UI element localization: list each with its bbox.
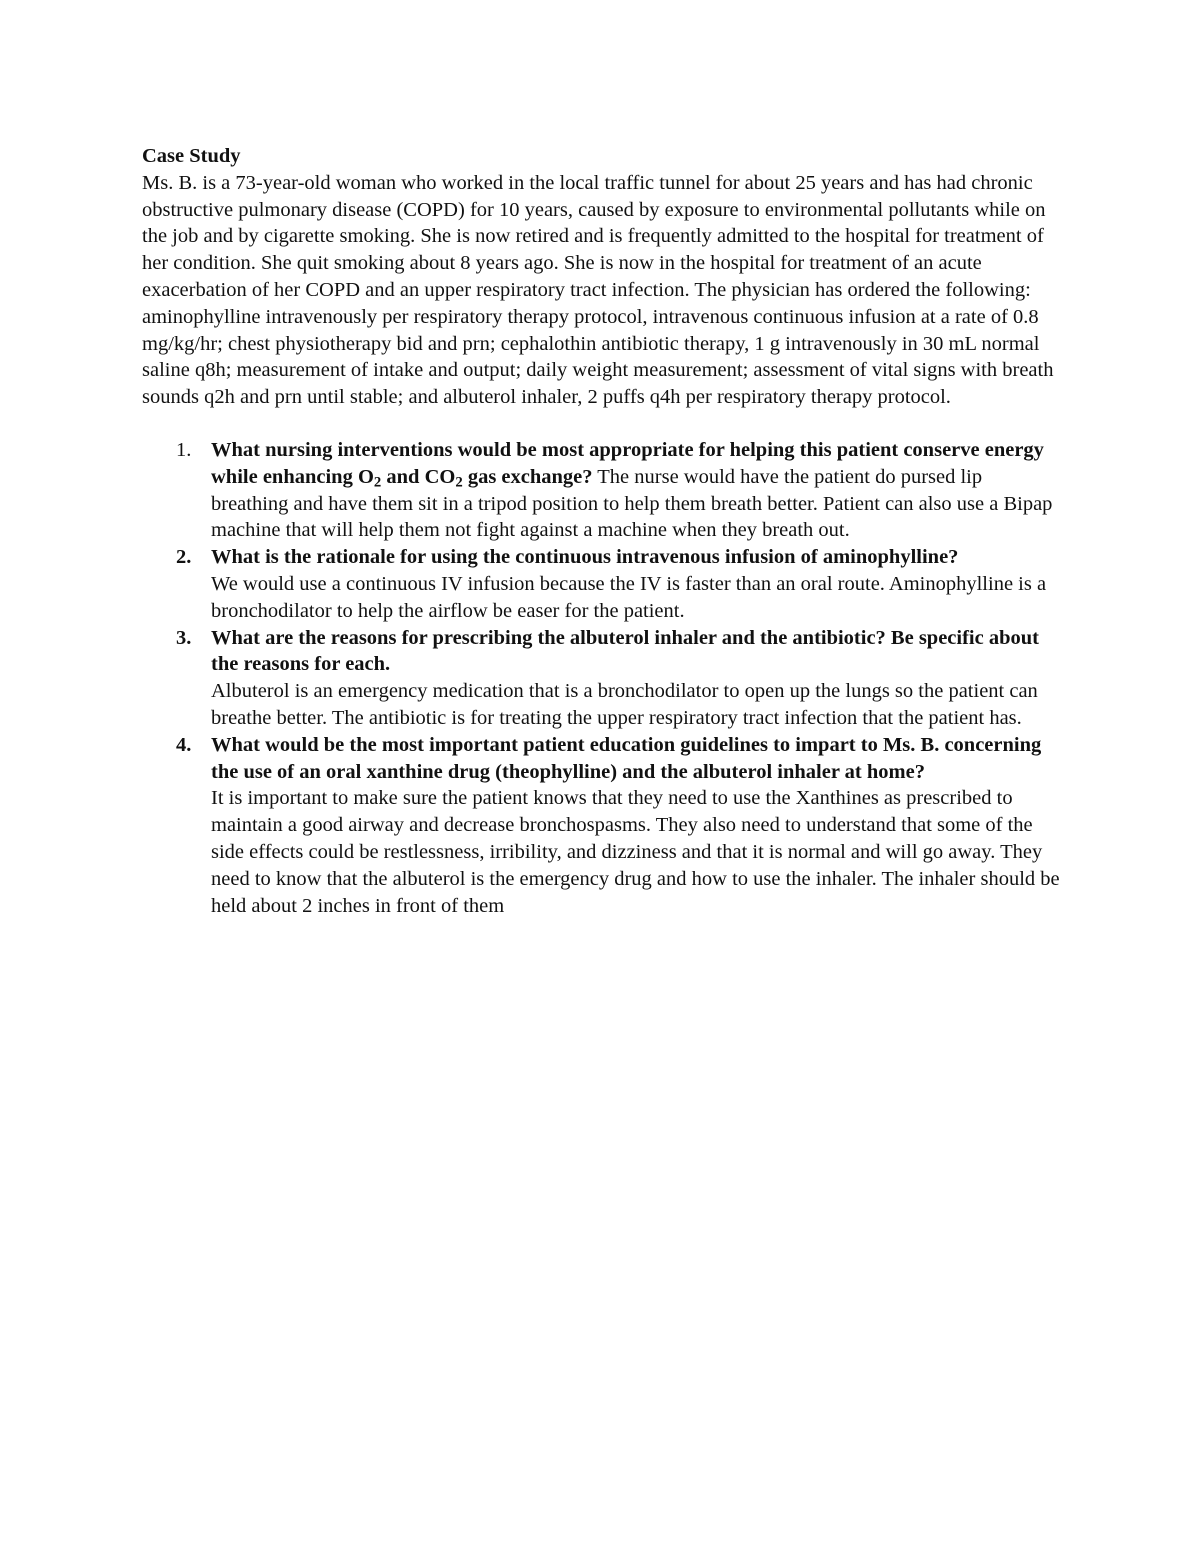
question-number: 2.: [176, 546, 192, 569]
question-number: 4.: [176, 733, 192, 756]
question-item-3: [142, 625, 1064, 732]
question-number: 3.: [176, 626, 192, 649]
question-item-1: [142, 437, 1064, 544]
document-title: Case Study: [142, 145, 241, 167]
document-page: [142, 143, 1064, 919]
case-intro: Ms. B. is a 73-year-old woman who worked in the local traffic tunnel for about 25 years and has had chronic obstructive pulmonary disease (COPD) for 10 years, caused by exposure to environmental pollutants while on the job and by cigarette smoking. She is now retired and is frequently admitted to the hospital for treatment of her condition. She quit smoking about 8 years ago. She is now in the hospital for treatment of an acute exacerbation of her COPD and an upper respiratory tract infection. The physician has ordered the following: aminophylline intravenously per respiratory therapy protocol, intravenous continuous infusion at a rate of 0.8 mg/kg/hr; chest physiotherapy bid and prn; cephalothin antibiotic therapy, 1 g intravenously in 30 mL normal saline q8h; measurement of intake and output; daily weight measurement; assessment of vital signs with breath sounds q2h and prn until stable; and albuterol inhaler, 2 puffs q4h per respiratory therapy protocol.: [142, 171, 1054, 409]
answer-text: It is important to make sure the patient knows that they need to use the Xanthines as prescribed to maintain a good airway and decrease bronchospasms. They also need to understand that some of the side effects could be restlessness, irribility, and dizziness and that it is normal and will go away. They need to know that the albuterol is the emergency drug and how to use the inhaler. The inhaler should be held about 2 inches in front of them: [211, 787, 1060, 917]
question-number: 1.: [176, 438, 192, 461]
question-text: What are the reasons for prescribing the albuterol inhaler and the antibiotic? Be specific about the reasons for each.: [211, 626, 1039, 676]
question-item-4: [142, 732, 1064, 920]
answer-text: We would use a continuous IV infusion because the IV is faster than an oral route. Aminophylline is a bronchodilator to help the airflow be easer for the patient.: [211, 572, 1047, 622]
question-text: What nursing interventions would be most appropriate for helping this patient conserve energy while enhancing $O_2$ and $CO_2$ gas exchange?: [211, 438, 1044, 491]
question-list: [142, 437, 1064, 919]
question-text: What is the rationale for using the continuous intravenous infusion of aminophylline?: [211, 546, 959, 569]
answer-text: Albuterol is an emergency medication that is a bronchodilator to open up the lungs so the patient can breathe better. The antibiotic is for treating the upper respiratory tract infection that the patient has.: [211, 680, 1038, 729]
question-item-2: [142, 544, 1064, 624]
answer-text: The nurse would have the patient do pursed lip breathing and have them sit in a tripod position to help them breath better. Patient can also use a Bipap machine that will help them not fight against a machine when they breath out.: [211, 465, 1053, 542]
question-text: What would be the most important patient education guidelines to impart to Ms. B. concerning the use of an oral xanthine drug (theophylline) and the albuterol inhaler at home?: [211, 733, 1042, 783]
